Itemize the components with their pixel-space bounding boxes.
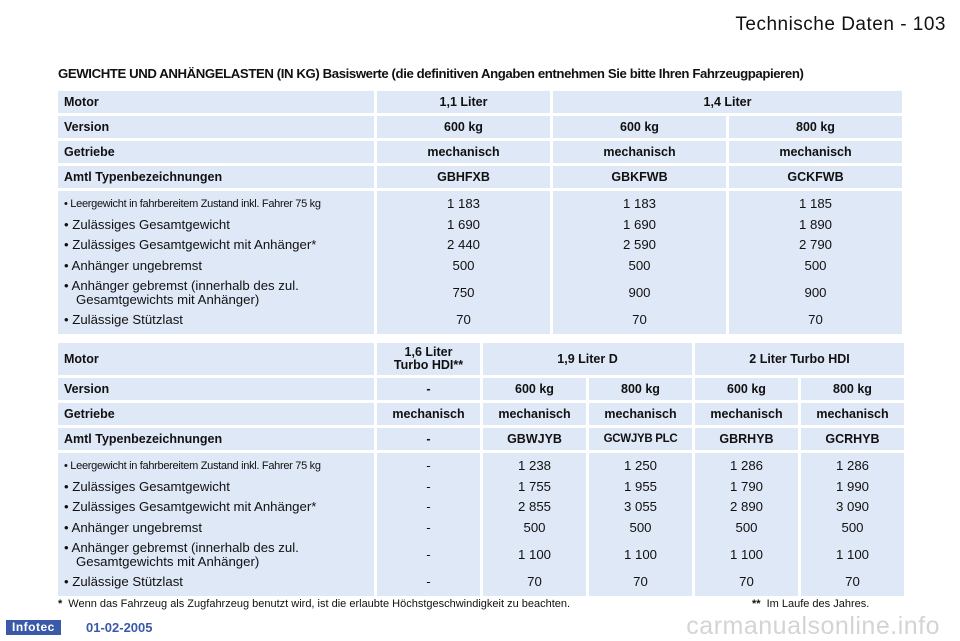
footnote-double-star-marker: ** [752, 598, 761, 610]
gesamtgewicht-anhaenger-label: • Zulässiges Gesamtgewicht mit Anhänger* [64, 237, 317, 252]
value: 1 990 [835, 478, 869, 494]
getriebe-cell: mechanisch [377, 403, 480, 425]
footnote-star-marker: * [58, 598, 63, 610]
weights-value-cell [695, 453, 798, 596]
footnote-double-star [752, 598, 869, 610]
value: 70 [632, 312, 647, 327]
value: 1 690 [446, 216, 480, 232]
weights-labels-cell [58, 191, 374, 334]
weights-table-2 [55, 340, 907, 599]
version-cell: 600 kg [483, 378, 586, 400]
weights-value-cell [377, 453, 480, 596]
typ-row [58, 166, 902, 188]
value: 70 [808, 312, 823, 327]
weights-value-cell [589, 453, 692, 596]
version-cell: 600 kg [553, 116, 726, 138]
weights-table-1 [55, 88, 905, 337]
motor-row [58, 91, 902, 113]
value: 900 [804, 285, 827, 300]
footnote-star-text: Wenn das Fahrzeug als Zugfahrzeug benutzt wird, ist die erlaubte Höchstgeschwindigkeit zu beachten. [68, 598, 571, 610]
typ-cell: GBWJYB [483, 428, 586, 450]
version-row [58, 116, 902, 138]
weights-value-cell [377, 191, 550, 334]
anhaenger-gebremst-label-line1: • Anhänger gebremst (innerhalb des zul. [64, 540, 299, 555]
getriebe-label: Getriebe [58, 403, 374, 425]
value: 1 238 [517, 458, 551, 473]
getriebe-row [58, 403, 904, 425]
gesamtgewicht-anhaenger-label: • Zulässiges Gesamtgewicht mit Anhänger* [64, 499, 317, 514]
typ-cell: GCKFWB [729, 166, 902, 188]
getriebe-cell: mechanisch [729, 141, 902, 163]
value: 3 055 [623, 499, 657, 514]
value: 1 250 [623, 458, 657, 473]
value: 1 890 [798, 216, 832, 232]
infotec-logo: Infotec [6, 620, 61, 635]
value: 2 890 [729, 499, 763, 514]
anhaenger-ungebremst-label: • Anhänger ungebremst [64, 257, 203, 273]
getriebe-cell: mechanisch [377, 141, 550, 163]
value: 3 090 [835, 499, 869, 514]
getriebe-cell: mechanisch [589, 403, 692, 425]
getriebe-cell: mechanisch [801, 403, 904, 425]
typ-cell: - [377, 428, 480, 450]
value: 1 100 [729, 547, 763, 562]
value: 70 [633, 574, 648, 589]
anhaenger-gebremst-label-line2: Gesamtgewichts mit Anhänger) [76, 554, 260, 569]
version-label: Version [58, 378, 374, 400]
typ-cell: GBKFWB [553, 166, 726, 188]
getriebe-label: Getriebe [58, 141, 374, 163]
anhaenger-ungebremst-label: • Anhänger ungebremst [64, 519, 203, 535]
motor-cell: 1,4 Liter [553, 91, 902, 113]
weights-value-cell [729, 191, 902, 334]
motor-cell: 2 Liter Turbo HDI [695, 343, 904, 375]
value: - [426, 547, 431, 562]
value: 1 286 [729, 458, 763, 473]
page-number: 103 [912, 14, 946, 35]
weights-value-cell [801, 453, 904, 596]
value: - [426, 478, 431, 494]
value: 1 790 [729, 478, 763, 494]
value: 1 286 [835, 458, 869, 473]
weights-labels-cell [58, 453, 374, 596]
weights-data-row [58, 191, 902, 334]
value: - [426, 574, 431, 589]
version-cell: 800 kg [729, 116, 902, 138]
footer-date: 01-02-2005 [86, 620, 153, 635]
value: 2 590 [622, 237, 656, 252]
weights-value-cell [483, 453, 586, 596]
value: 900 [628, 285, 651, 300]
getriebe-cell: mechanisch [695, 403, 798, 425]
value: 500 [523, 519, 546, 535]
value: 70 [845, 574, 860, 589]
motor-cell: 1,9 Liter D [483, 343, 692, 375]
version-cell: 800 kg [589, 378, 692, 400]
value: 2 855 [517, 499, 551, 514]
value: 1 185 [798, 196, 832, 211]
anhaenger-gebremst-label-line2: Gesamtgewichts mit Anhänger) [76, 292, 260, 307]
value: 1 100 [835, 547, 869, 562]
leergewicht-label: • Leergewicht in fahrbereitem Zustand inkl. Fahrer 75 kg [64, 460, 321, 472]
getriebe-row [58, 141, 902, 163]
value: 1 690 [622, 216, 656, 232]
value: 500 [841, 519, 864, 535]
value: 500 [629, 519, 652, 535]
value: 1 183 [622, 196, 656, 211]
version-cell: 800 kg [801, 378, 904, 400]
anhaenger-gebremst-label [64, 276, 370, 310]
weights-value-cell [553, 191, 726, 334]
value: 2 440 [446, 237, 480, 252]
value: 70 [456, 312, 471, 327]
anhaenger-gebremst-label [64, 538, 370, 572]
page-header-title: Technische Daten - [735, 14, 913, 35]
weights-data-row [58, 453, 904, 596]
typ-label: Amtl Typenbezeichnungen [58, 166, 374, 188]
value: 2 790 [798, 237, 832, 252]
value: 1 100 [623, 547, 657, 562]
value: 1 955 [623, 478, 657, 494]
value: - [426, 458, 431, 473]
value: 500 [628, 257, 651, 273]
value: 70 [739, 574, 754, 589]
watermark: carmanualsonline.info [686, 612, 940, 640]
anhaenger-gebremst-label-line1: • Anhänger gebremst (innerhalb des zul. [64, 278, 299, 293]
motor-cell-line1: 1,6 Liter [404, 345, 453, 359]
footnote-double-star-text: Im Laufe des Jahres. [766, 598, 870, 610]
gesamtgewicht-label: • Zulässiges Gesamtgewicht [64, 216, 230, 232]
value: 500 [735, 519, 758, 535]
page-header [735, 14, 946, 36]
typ-cell: GBHFXB [377, 166, 550, 188]
gesamtgewicht-label: • Zulässiges Gesamtgewicht [64, 478, 230, 494]
version-cell: - [377, 378, 480, 400]
typ-cell: GBRHYB [695, 428, 798, 450]
typ-cell: GCRHYB [801, 428, 904, 450]
value: 70 [527, 574, 542, 589]
motor-row [58, 343, 904, 375]
value: - [426, 499, 431, 514]
typ-label: Amtl Typenbezeichnungen [58, 428, 374, 450]
motor-cell-line2: Turbo HDI** [393, 358, 464, 372]
leergewicht-label: • Leergewicht in fahrbereitem Zustand inkl. Fahrer 75 kg [64, 198, 321, 210]
getriebe-cell: mechanisch [553, 141, 726, 163]
value: 1 755 [517, 478, 551, 494]
value: 500 [804, 257, 827, 273]
version-cell: 600 kg [377, 116, 550, 138]
footnote-star [58, 598, 570, 610]
value: 1 100 [517, 547, 551, 562]
version-cell: 600 kg [695, 378, 798, 400]
motor-label: Motor [58, 91, 374, 113]
stuetzlast-label: • Zulässige Stützlast [64, 312, 183, 327]
value: 1 183 [446, 196, 480, 211]
motor-label: Motor [58, 343, 374, 375]
getriebe-cell: mechanisch [483, 403, 586, 425]
value: - [426, 519, 431, 535]
value: 500 [452, 257, 475, 273]
motor-cell [377, 343, 480, 375]
typ-cell: GCWJYB PLC [589, 428, 692, 450]
motor-cell: 1,1 Liter [377, 91, 550, 113]
value: 750 [452, 285, 475, 300]
version-label: Version [58, 116, 374, 138]
version-row [58, 378, 904, 400]
section-title: GEWICHTE UND ANHÄNGELASTEN (IN KG) Basiswerte (die definitiven Angaben entnehmen Sie bitte Ihren Fahrzeugpapieren) [58, 66, 804, 81]
typ-row [58, 428, 904, 450]
stuetzlast-label: • Zulässige Stützlast [64, 574, 183, 589]
